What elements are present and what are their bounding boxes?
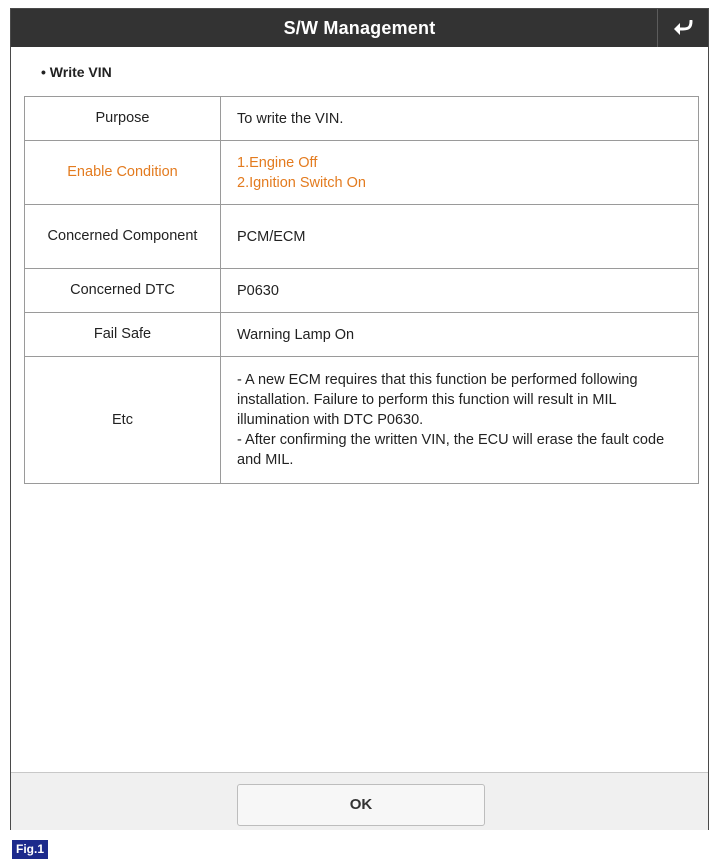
row-key: Enable Condition xyxy=(25,141,221,205)
table-row xyxy=(25,357,699,484)
row-value xyxy=(221,269,699,313)
back-button[interactable] xyxy=(658,9,708,47)
row-key: Concerned Component xyxy=(25,205,221,269)
row-value xyxy=(221,313,699,357)
table-row xyxy=(25,97,699,141)
ok-button[interactable]: OK xyxy=(237,784,485,826)
row-key: Fail Safe xyxy=(25,313,221,357)
value-line: PCM/ECM xyxy=(237,228,306,245)
value-line: - After confirming the written VIN, the ECU will erase the fault code and MIL. xyxy=(237,432,665,468)
table-row xyxy=(25,313,699,357)
table-row xyxy=(25,269,699,313)
dialog-footer xyxy=(11,772,708,830)
value-line: - A new ECM requires that this function be performed following installation. Failure to perform this function will result in MIL illumination with DTC P0630. xyxy=(237,372,638,428)
value-line: To write the VIN. xyxy=(237,110,344,127)
table-row xyxy=(25,141,699,205)
row-key: Concerned DTC xyxy=(25,269,221,313)
value-line: 1.Engine Off xyxy=(237,154,318,171)
row-value xyxy=(221,357,699,484)
window-title: S/W Management xyxy=(283,18,436,38)
value-line: P0630 xyxy=(237,282,279,299)
dialog-window xyxy=(10,8,709,830)
title-bar xyxy=(11,9,708,47)
row-value xyxy=(221,205,699,269)
table-row xyxy=(25,205,699,269)
row-value xyxy=(221,141,699,205)
value-line: 2.Ignition Switch On xyxy=(237,174,366,191)
row-key: Purpose xyxy=(25,97,221,141)
figure-label: Fig.1 xyxy=(12,840,48,859)
return-arrow-icon xyxy=(672,20,694,36)
row-value xyxy=(221,97,699,141)
info-table xyxy=(24,96,699,484)
row-key: Etc xyxy=(25,357,221,484)
value-line: Warning Lamp On xyxy=(237,326,355,343)
section-heading: • Write VIN xyxy=(41,64,112,80)
